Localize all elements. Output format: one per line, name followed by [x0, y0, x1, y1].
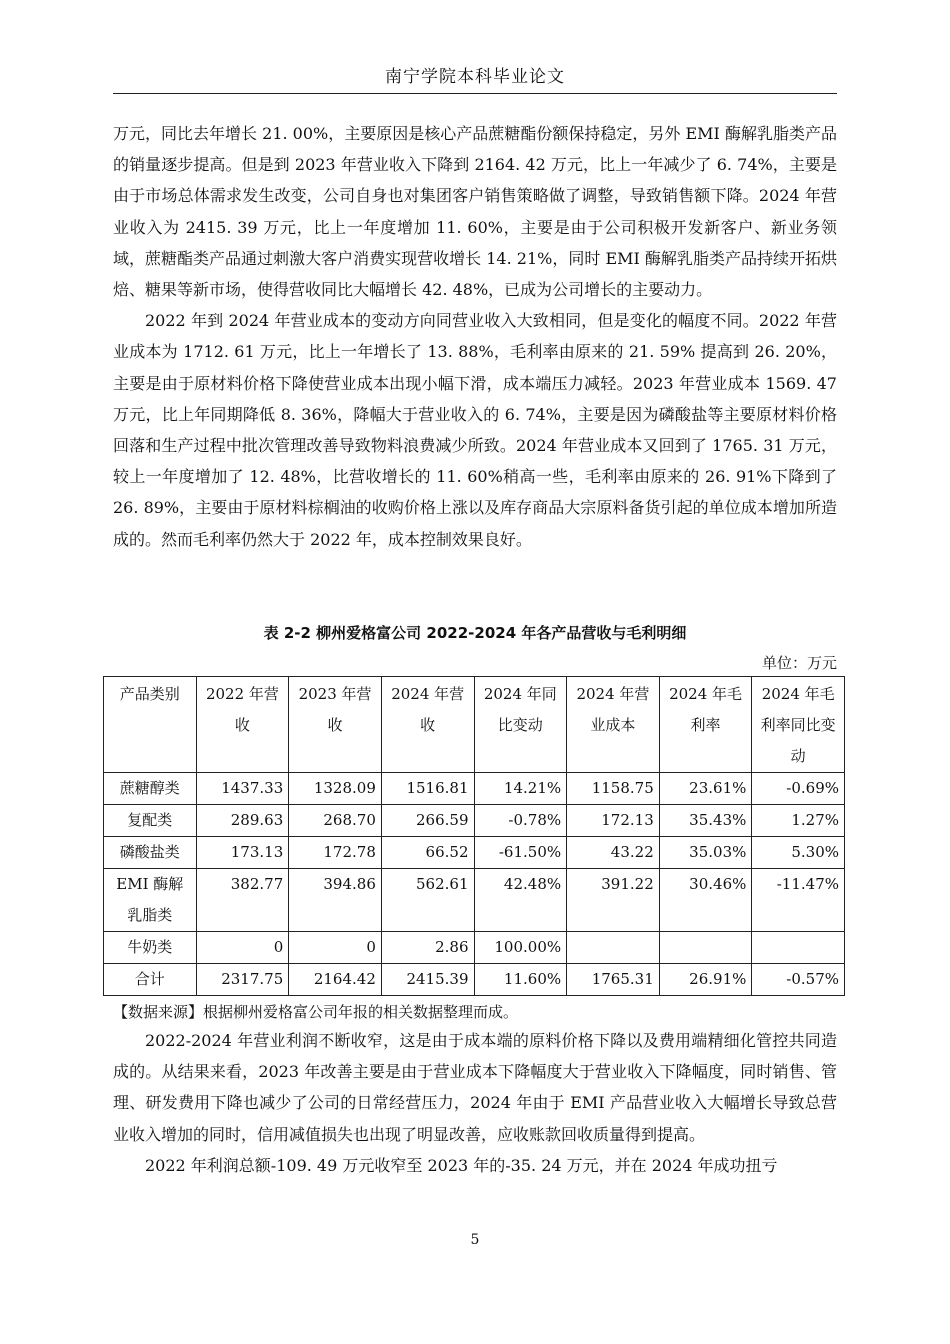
table-unit: 单位：万元: [761, 654, 837, 672]
table-cell: 蔗糖醇类: [104, 773, 197, 805]
table-cell: 391.22: [567, 869, 660, 932]
table-source-note: 【数据来源】根据柳州爱格富公司年报的相关数据整理而成。: [113, 1003, 519, 1021]
column-header: 产品类别: [104, 677, 197, 773]
table-cell: 289.63: [196, 805, 289, 837]
table-cell: [659, 932, 752, 964]
table-cell: 394.86: [289, 869, 382, 932]
table-row: [104, 869, 845, 932]
table-cell: 1516.81: [381, 773, 474, 805]
column-header: 2024 年营收: [381, 677, 474, 773]
table-cell: 42.48%: [474, 869, 567, 932]
paragraph-total-profit: 2022 年利润总额-109. 49 万元收窄至 2023 年的-35. 24 万元，并在 2024 年成功扭亏: [145, 1155, 778, 1175]
table-cell: 2415.39: [381, 964, 474, 996]
table-cell: 1765.31: [567, 964, 660, 996]
paragraph-profit: 2022-2024 年营业利润不断收窄，这是由于成本端的原料价格下降以及费用端精细化管控共同造成的。从结果来看，2023 年改善主要是由于营业成本下降幅度大于营业收入下降幅度，同时销售、管理、研发费用下降也减少了公司的日常经营压力，2024 年由于 EMI 产品营业收入大幅增长导致总营业收入增加的同时，信用减值损失也出现了明显改善，应收账款回收质量得到提高。: [113, 1031, 837, 1144]
table-cell: 牛奶类: [104, 932, 197, 964]
table-cell: -61.50%: [474, 837, 567, 869]
table-cell: 1437.33: [196, 773, 289, 805]
column-header: 2023 年营收: [289, 677, 382, 773]
table-cell: -0.57%: [752, 964, 845, 996]
table-cell: -0.78%: [474, 805, 567, 837]
page-number: 5: [470, 1232, 480, 1248]
body-section-1: [113, 118, 837, 555]
table-cell: 35.43%: [659, 805, 752, 837]
table-cell: -0.69%: [752, 773, 845, 805]
header-rule: [113, 93, 837, 94]
table-total-row: [104, 964, 845, 996]
column-header: 2024 年毛利率同比变动: [752, 677, 845, 773]
column-header: 2024 年毛利率: [659, 677, 752, 773]
table-cell: -11.47%: [752, 869, 845, 932]
table-row: [104, 773, 845, 805]
table-cell: 66.52: [381, 837, 474, 869]
table-row: [104, 805, 845, 837]
table-cell: 172.13: [567, 805, 660, 837]
table-cell: 2.86: [381, 932, 474, 964]
table-cell: 100.00%: [474, 932, 567, 964]
table-cell: [752, 932, 845, 964]
column-header: 2024 年营业成本: [567, 677, 660, 773]
paragraph-revenue: 万元，同比去年增长 21. 00%，主要原因是核心产品蔗糖酯份额保持稳定，另外 EMI 酶解乳脂类产品的销量逐步提高。但是到 2023 年营业收入下降到 2164. 42 万元，比上一年减少了 6. 74%，主要是由于市场总体需求发生改变，公司自身也对集团客户销售策略做了调整，导致销售额下降。2024 年营业收入为 2415. 39 万元，比上一年度增加 11. 60%，主要是由于公司积极开发新客户、新业务领域，蔗糖酯类产品通过刺激大客户消费实现营收增长 14. 21%，同时 EMI 酶解乳脂类产品持续开拓烘焙、糖果等新市场，使得营收同比大幅增长 42. 48%，已成为公司增长的主要动力。: [113, 124, 837, 300]
table-cell: 35.03%: [659, 837, 752, 869]
table-cell: 562.61: [381, 869, 474, 932]
table-caption: 表 2-2 柳州爱格富公司 2022-2024 年各产品营收与毛利明细: [263, 624, 687, 642]
table-cell: 5.30%: [752, 837, 845, 869]
table-cell: 268.70: [289, 805, 382, 837]
table-cell: 1328.09: [289, 773, 382, 805]
table-cell: 复配类: [104, 805, 197, 837]
table-cell: 1.27%: [752, 805, 845, 837]
table-cell: 266.59: [381, 805, 474, 837]
table-cell: 43.22: [567, 837, 660, 869]
table-cell: 1158.75: [567, 773, 660, 805]
running-header: 南宁学院本科毕业论文: [385, 67, 565, 87]
table-cell: 26.91%: [659, 964, 752, 996]
table-cell: 2164.42: [289, 964, 382, 996]
table-cell: 30.46%: [659, 869, 752, 932]
table-cell: 11.60%: [474, 964, 567, 996]
table-cell: 173.13: [196, 837, 289, 869]
table-cell: 0: [289, 932, 382, 964]
table-cell: 2317.75: [196, 964, 289, 996]
table-cell: 382.77: [196, 869, 289, 932]
table-cell: 172.78: [289, 837, 382, 869]
table-cell: 0: [196, 932, 289, 964]
body-section-2: [113, 1025, 837, 1181]
table-header-row: [104, 677, 845, 773]
table-cell: EMI 酶解乳脂类: [104, 869, 197, 932]
column-header: 2024 年同比变动: [474, 677, 567, 773]
paragraph-cost: 2022 年到 2024 年营业成本的变动方向同营业收入大致相同，但是变化的幅度不同。2022 年营业成本为 1712. 61 万元，比上一年增长了 13. 88%，毛利率由原来的 21. 59% 提高到 26. 20%，主要是由于原材料价格下降使营业成本出现小幅下滑，成本端压力减轻。2023 年营业成本 1569. 47 万元，比上年同期降低 8. 36%，降幅大于营业收入的 6. 74%，主要是因为磷酸盐等主要原材料价格回落和生产过程中批次管理改善导致物料浪费减少所致。2024 年营业成本又回到了 1765. 31 万元，较上一年度增加了 12. 48%，比营收增长的 11. 60%稍高一些，毛利率由原来的 26. 91%下降到了 26. 89%，主要由于原材料棕榈油的收购价格上涨以及库存商品大宗原料备货引起的单位成本增加所造成的。然而毛利率仍然大于 2022 年，成本控制效果良好。: [113, 311, 837, 549]
table-row: [104, 837, 845, 869]
product-revenue-table: [103, 676, 845, 996]
table-cell: 14.21%: [474, 773, 567, 805]
table-cell: [567, 932, 660, 964]
column-header: 2022 年营收: [196, 677, 289, 773]
table-row: [104, 932, 845, 964]
table-cell: 磷酸盐类: [104, 837, 197, 869]
table-cell: 合计: [104, 964, 197, 996]
table-cell: 23.61%: [659, 773, 752, 805]
